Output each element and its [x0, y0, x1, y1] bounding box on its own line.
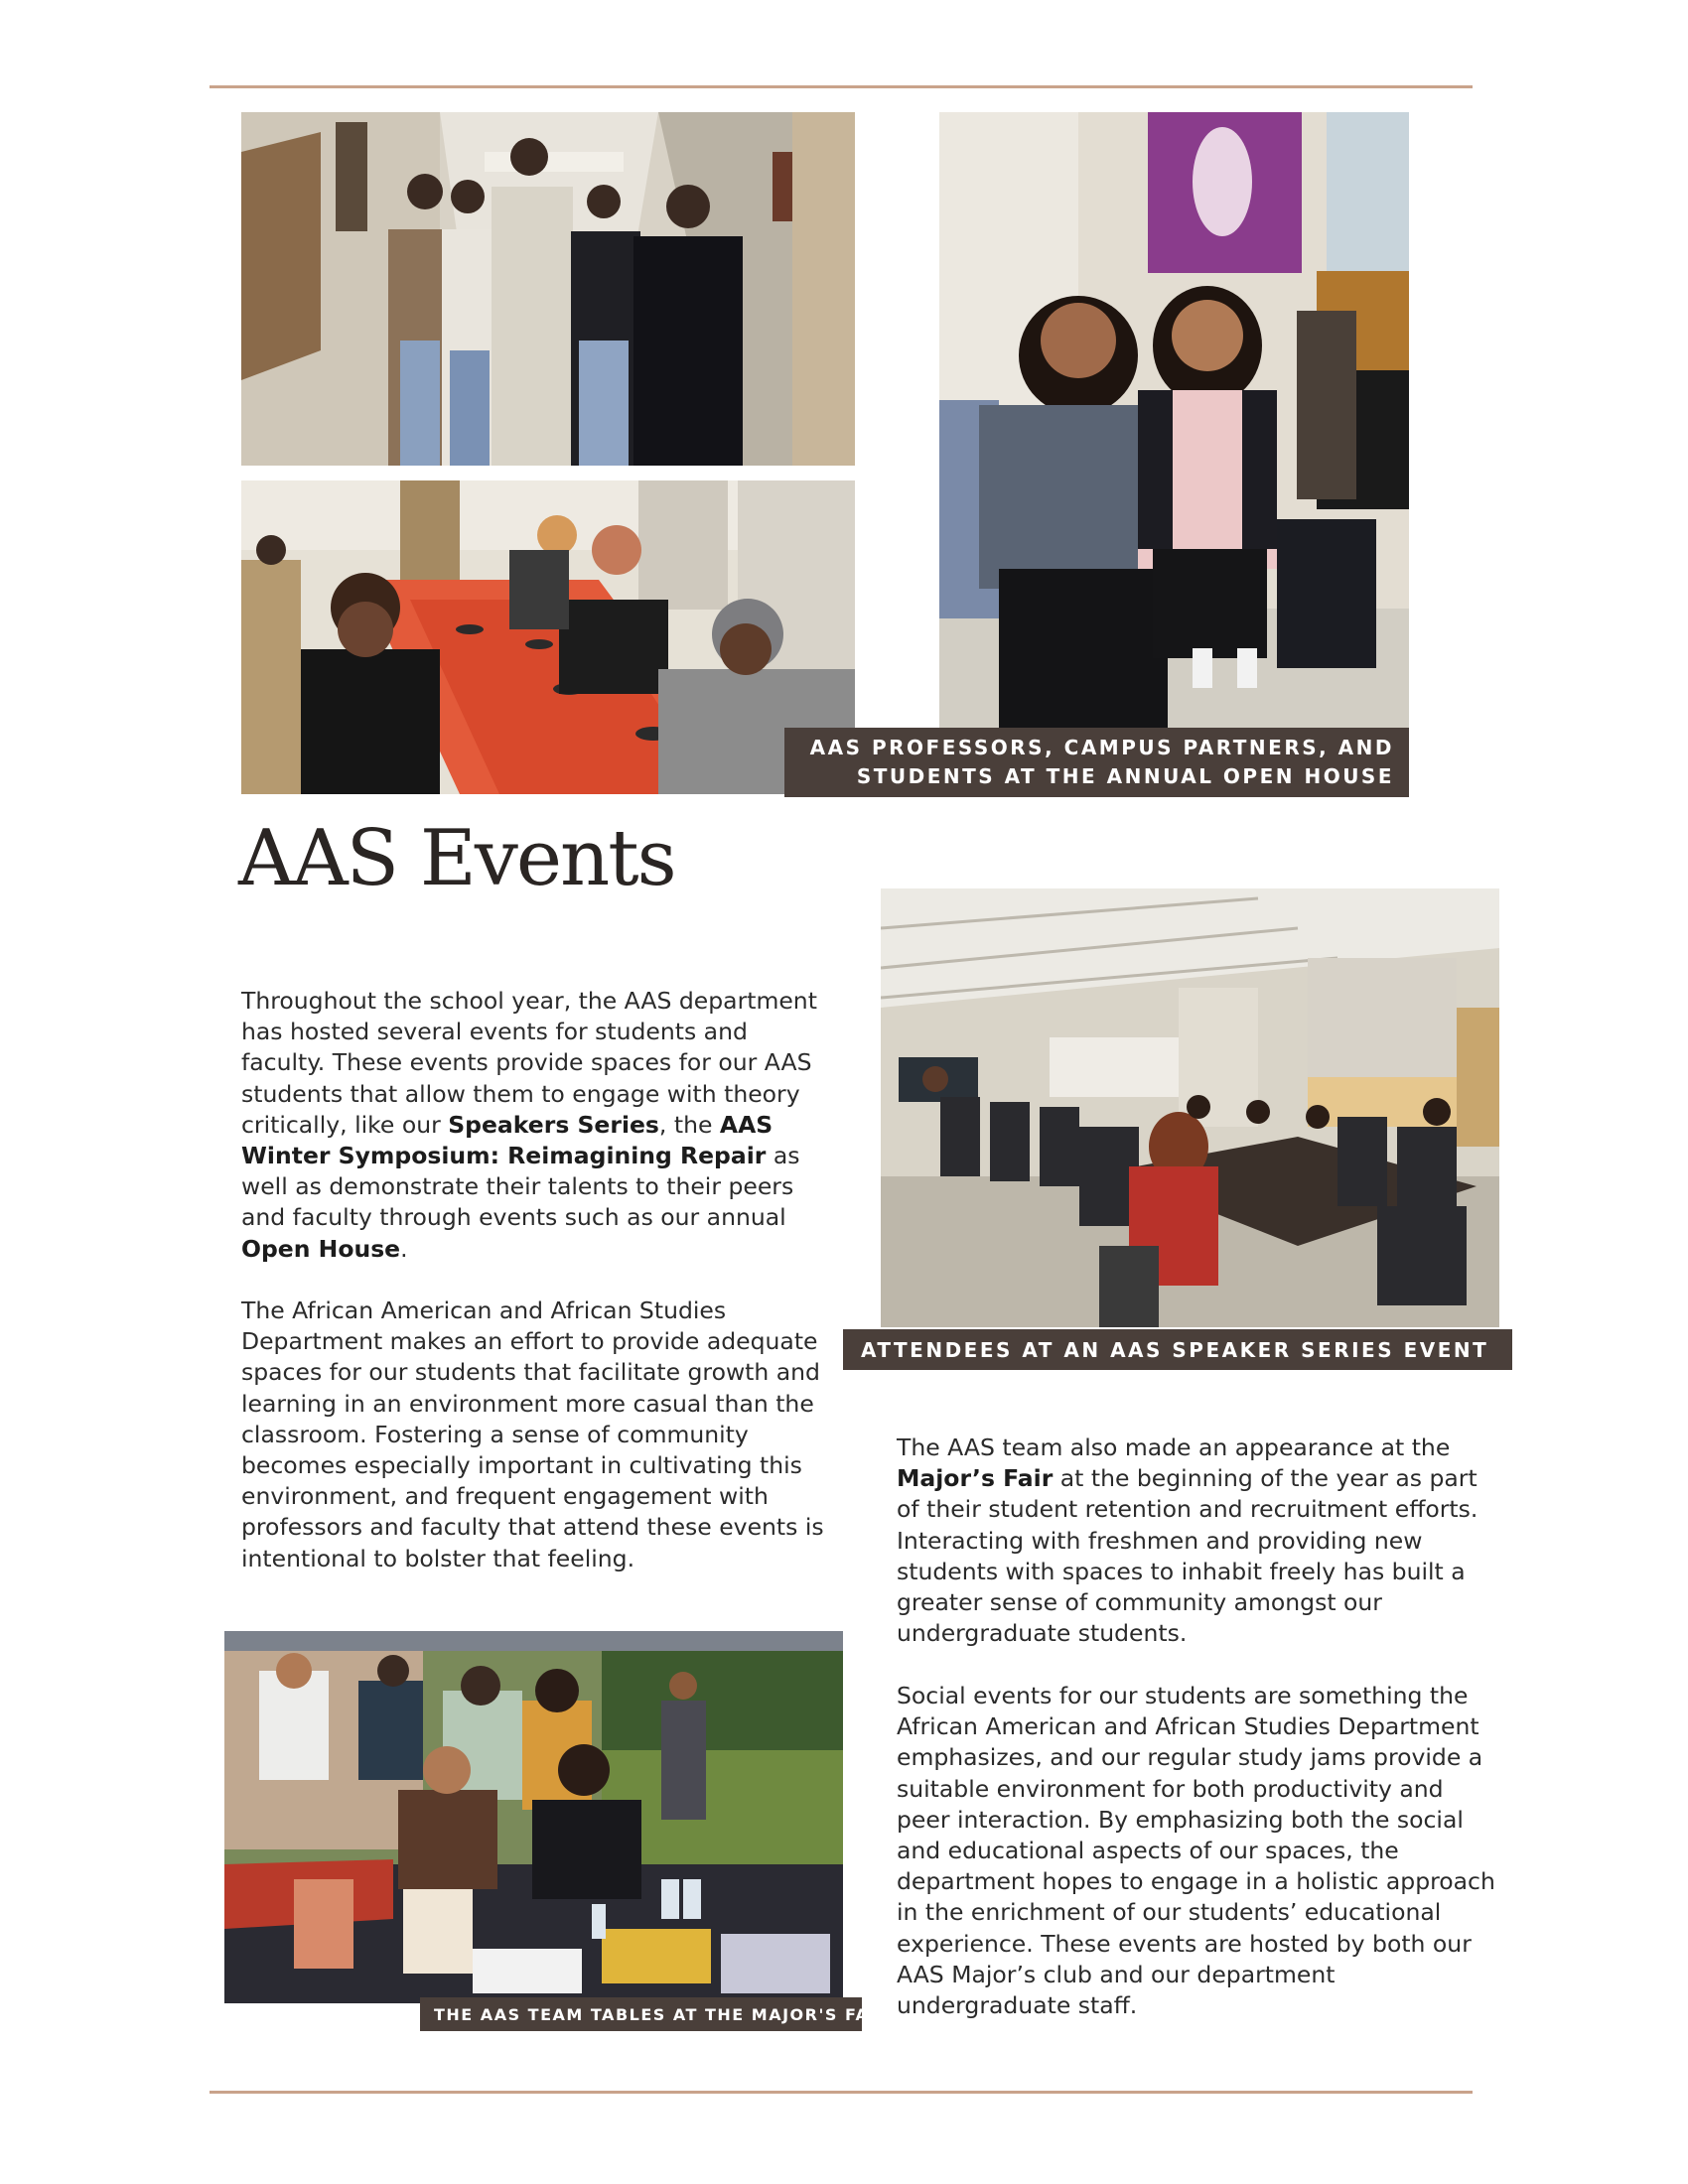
- para1-text-4: .: [400, 1234, 408, 1263]
- caption-open-house-line2: STUDENTS AT THE ANNUAL OPEN HOUSE: [856, 764, 1394, 788]
- para3-text-1: The AAS team also made an appearance at the: [897, 1433, 1451, 1461]
- photo-majors-fair: [224, 1631, 843, 2003]
- photo-two-students: [939, 112, 1409, 728]
- para1-text-3: as well as demonstrate their talents to their peers and faculty through events such as our annual: [241, 1142, 800, 1232]
- caption-open-house-line1: AAS PROFESSORS, CAMPUS PARTNERS, AND: [809, 736, 1394, 759]
- paragraph-social-events: Social events for our students are something the African American and African Studies Department emphasizes, and our regular study jams provide a suitable environment for both productivity and peer interaction. By emphasizing both the social and educational aspects of our spaces, the department hopes to engage in a holistic approach in the enrichment of our students’ educational experience. These events are hosted by both our AAS Major’s club and our department undergraduate staff.: [897, 1682, 1495, 2020]
- majors-fair-bold: Major’s Fair: [897, 1464, 1054, 1493]
- photo-hallway-group: [241, 112, 855, 466]
- top-rule: [210, 85, 1473, 88]
- caption-majors-fair: THE AAS TEAM TABLES AT THE MAJOR'S FAIR: [420, 1997, 862, 2031]
- para1-text-1: Throughout the school year, the AAS department has hosted several events for students and faculty. These events provide spaces for our AAS students that allow them to engage with theory critically, like our: [241, 987, 817, 1139]
- para3-text-2: at the beginning of the year as part of their student retention and recruitment efforts. Interacting with freshmen and providing new students with spaces to inhabit freely has built a greater sense of community amongst our undergraduate students.: [897, 1464, 1478, 1648]
- caption-speaker-series: ATTENDEES AT AN AAS SPEAKER SERIES EVENT: [843, 1329, 1512, 1370]
- paragraph-events-intro: [241, 986, 834, 1265]
- bottom-rule: [210, 2091, 1473, 2094]
- caption-open-house-box: [784, 728, 1409, 797]
- paragraph-department-spaces: The African American and African Studies Department makes an effort to provide adequate spaces for our students that facilitate growth and learning in an environment more casual than the classroom. Fostering a sense of community becomes especially important in cultivating this environment, and frequent engagement with professors and faculty that attend these events is intentional to bolster that feeling.: [241, 1297, 824, 1572]
- photo-speaker-series: [881, 888, 1499, 1327]
- photo-open-house-table: [241, 480, 855, 794]
- page-title: AAS Events: [238, 814, 675, 903]
- para1-text-2: , the: [658, 1110, 720, 1139]
- paragraph-majors-fair: [897, 1433, 1497, 1649]
- speakers-series-bold: Speakers Series: [448, 1110, 659, 1139]
- open-house-bold: Open House: [241, 1234, 401, 1263]
- winter-symposium-bold: AAS Winter Symposium: Reimagining Repair: [241, 1110, 774, 1170]
